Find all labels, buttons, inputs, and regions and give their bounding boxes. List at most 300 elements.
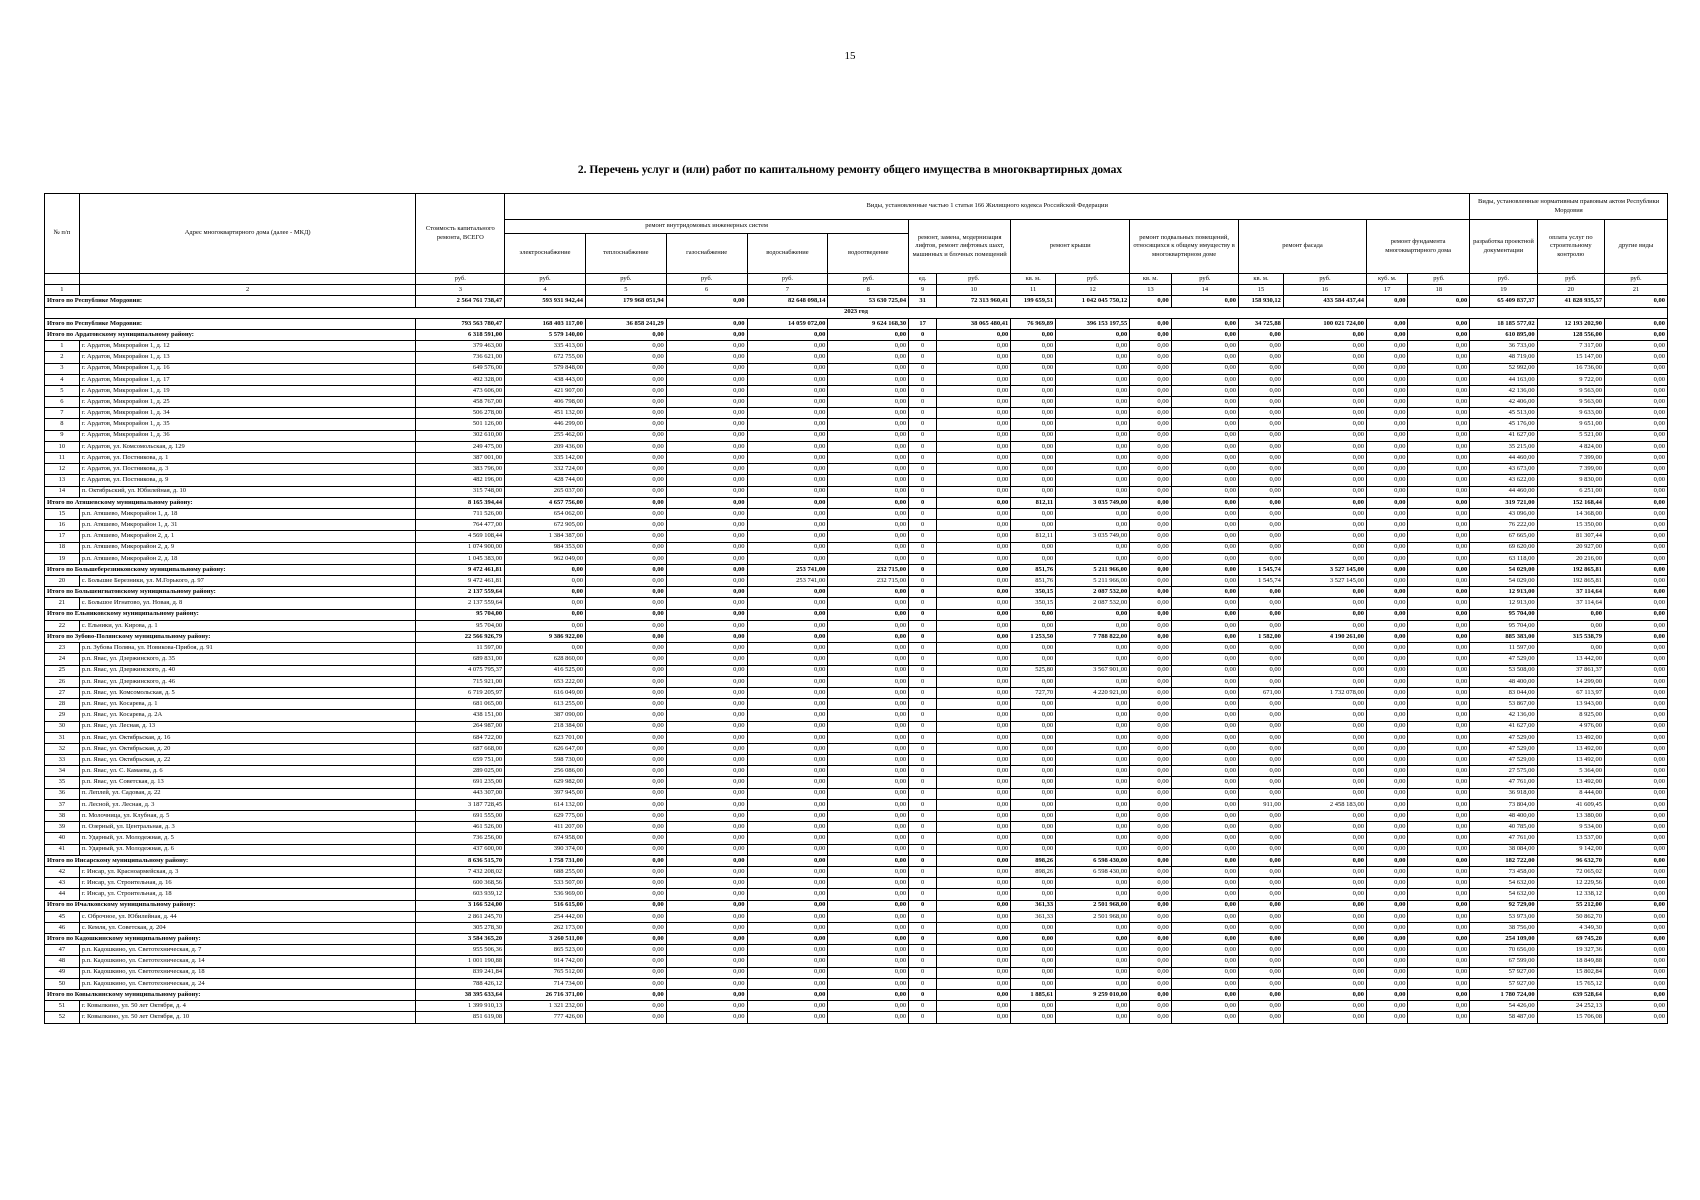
value-cell: 0,00 [1056, 978, 1130, 989]
value-cell: 9 563,00 [1537, 385, 1604, 396]
value-cell: 0,00 [585, 609, 666, 620]
value-cell: 0,00 [747, 598, 828, 609]
value-cell: 0,00 [1408, 620, 1470, 631]
value-cell: 0 [909, 430, 937, 441]
subtotal-row [45, 609, 1668, 620]
value-cell: 0,00 [1604, 889, 1667, 900]
value-cell: 0,00 [1366, 866, 1408, 877]
year-row [45, 307, 1668, 318]
value-cell: 0,00 [1408, 531, 1470, 542]
row-number: 2 [45, 352, 80, 363]
value-cell: 0,00 [1366, 732, 1408, 743]
value-cell: 83 044,00 [1470, 687, 1537, 698]
value-cell: 0,00 [585, 833, 666, 844]
value-cell: 0,00 [1130, 296, 1172, 307]
value-cell: 0,00 [1239, 329, 1284, 340]
value-cell: 0,00 [1283, 520, 1366, 531]
value-cell: 0,00 [1130, 363, 1172, 374]
row-number: 48 [45, 956, 80, 967]
value-cell: 0,00 [1408, 352, 1470, 363]
value-cell: 4 220 921,00 [1056, 687, 1130, 698]
value-cell: 0,00 [828, 542, 909, 553]
value-cell: 0,00 [1408, 475, 1470, 486]
value-cell: 0,00 [1130, 643, 1172, 654]
value-cell: 0,00 [1011, 508, 1056, 519]
value-cell: 0,00 [747, 352, 828, 363]
value-cell: 168 403 117,00 [505, 318, 586, 329]
value-cell: 53 630 725,04 [828, 296, 909, 307]
value-cell: 1 758 731,00 [505, 855, 586, 866]
table-row [45, 755, 1668, 766]
value-cell: 0,00 [828, 967, 909, 978]
address-cell: г. Инсар, ул. Строительная, д. 18 [79, 889, 416, 900]
value-cell: 0 [909, 329, 937, 340]
value-cell: 0,00 [1130, 900, 1172, 911]
row-number: 3 [45, 363, 80, 374]
value-cell: 0,00 [1408, 990, 1470, 1001]
value-cell: 1 384 387,00 [505, 531, 586, 542]
value-cell: 0,00 [1130, 508, 1172, 519]
value-cell: 0,00 [1283, 956, 1366, 967]
value-cell: 0,00 [1011, 363, 1056, 374]
value-cell: 0,00 [1604, 464, 1667, 475]
page-number: 15 [844, 50, 856, 62]
value-cell: 0,00 [1130, 743, 1172, 754]
value-cell: 0,00 [828, 900, 909, 911]
value-cell: 411 207,00 [505, 822, 586, 833]
value-cell: 0,00 [1056, 643, 1130, 654]
value-cell: 0,00 [1408, 296, 1470, 307]
table-row [45, 553, 1668, 564]
value-cell: 0,00 [1171, 576, 1238, 587]
value-cell: 5 364,00 [1537, 766, 1604, 777]
value-cell: 2 087 532,00 [1056, 587, 1130, 598]
value-cell: 0 [909, 441, 937, 452]
value-cell: 4 976,00 [1537, 721, 1604, 732]
table-row [45, 363, 1668, 374]
value-cell: 1 042 045 750,12 [1056, 296, 1130, 307]
value-cell: 0,00 [1366, 553, 1408, 564]
value-cell: 0,00 [1011, 1001, 1056, 1012]
value-cell: 38 084,00 [1470, 844, 1537, 855]
row-number: 9 [45, 430, 80, 441]
table-row [45, 721, 1668, 732]
value-cell: 736 621,00 [416, 352, 505, 363]
value-cell: 0,00 [1604, 833, 1667, 844]
value-cell: 0,00 [1011, 654, 1056, 665]
value-cell: 0,00 [1056, 732, 1130, 743]
value-cell: 0,00 [1408, 777, 1470, 788]
value-cell: 0,00 [1130, 755, 1172, 766]
value-cell: 0,00 [1171, 788, 1238, 799]
value-cell: 0,00 [1604, 766, 1667, 777]
value-cell: 0,00 [937, 811, 1011, 822]
value-cell: 58 487,00 [1470, 1012, 1537, 1023]
value-cell: 0,00 [666, 687, 747, 698]
value-cell: 0,00 [1408, 911, 1470, 922]
value-cell: 7 432 208,02 [416, 866, 505, 877]
value-cell: 672 905,00 [505, 520, 586, 531]
value-cell: 0,00 [1408, 497, 1470, 508]
value-cell: 659 751,00 [416, 755, 505, 766]
unit-label: руб. [1408, 274, 1470, 285]
value-cell: 0,00 [1239, 520, 1284, 531]
value-cell: 192 865,81 [1537, 564, 1604, 575]
value-cell: 0,00 [828, 464, 909, 475]
value-cell: 0,00 [1408, 564, 1470, 575]
value-cell: 421 907,00 [505, 385, 586, 396]
value-cell: 629 775,00 [505, 811, 586, 822]
unit-label: руб. [1171, 274, 1238, 285]
row-number: 31 [45, 732, 80, 743]
value-cell: 6 719 205,97 [416, 687, 505, 698]
value-cell: 0,00 [666, 520, 747, 531]
value-cell: 851,76 [1011, 576, 1056, 587]
value-cell: 0,00 [1239, 710, 1284, 721]
value-cell: 0,00 [1366, 743, 1408, 754]
value-cell: 0,00 [1604, 676, 1667, 687]
value-cell: 0,00 [828, 419, 909, 430]
table-row [45, 967, 1668, 978]
value-cell: 0,00 [747, 978, 828, 989]
value-cell: 0,00 [1171, 620, 1238, 631]
value-cell: 0,00 [666, 632, 747, 643]
value-cell: 0,00 [1283, 419, 1366, 430]
subtotal-row [45, 587, 1668, 598]
value-cell: 379 463,00 [416, 341, 505, 352]
value-cell: 0,00 [1171, 553, 1238, 564]
value-cell: 0,00 [1366, 687, 1408, 698]
value-cell: 0,00 [1130, 911, 1172, 922]
value-cell: 0 [909, 397, 937, 408]
value-cell: 13 492,00 [1537, 777, 1604, 788]
value-cell: 0,00 [666, 531, 747, 542]
value-cell: 0,00 [1283, 1001, 1366, 1012]
value-cell: 0,00 [1283, 508, 1366, 519]
value-cell: 387 001,00 [416, 453, 505, 464]
value-cell: 54 029,00 [1470, 564, 1537, 575]
value-cell: 0,00 [1366, 576, 1408, 587]
table-row [45, 844, 1668, 855]
value-cell: 0,00 [585, 385, 666, 396]
value-cell: 0,00 [1604, 598, 1667, 609]
value-cell: 0,00 [828, 453, 909, 464]
row-number: 50 [45, 978, 80, 989]
value-cell: 0,00 [747, 464, 828, 475]
value-cell: 0,00 [1239, 866, 1284, 877]
address-cell: п. Ударный, ул. Молодежная, д. 5 [79, 833, 416, 844]
value-cell: 8 925,00 [1537, 710, 1604, 721]
address-cell: г. Ардатов, Микрорайон 1, д. 35 [79, 419, 416, 430]
value-cell: 0,00 [1283, 732, 1366, 743]
value-cell: 0,00 [1011, 945, 1056, 956]
value-cell: 0 [909, 732, 937, 743]
value-cell: 0,00 [1011, 967, 1056, 978]
value-cell: 0,00 [1366, 329, 1408, 340]
value-cell: 0,00 [1011, 710, 1056, 721]
value-cell: 0,00 [1056, 710, 1130, 721]
value-cell: 714 734,00 [505, 978, 586, 989]
value-cell: 199 659,51 [1011, 296, 1056, 307]
value-cell: 0,00 [1239, 542, 1284, 553]
value-cell: 3 567 901,00 [1056, 665, 1130, 676]
table-row [45, 833, 1668, 844]
table-row [45, 732, 1668, 743]
value-cell: 128 556,00 [1537, 329, 1604, 340]
value-cell: 0,00 [1239, 755, 1284, 766]
unit-label: руб. [828, 274, 909, 285]
value-cell: 0 [909, 341, 937, 352]
value-cell: 0,00 [1366, 385, 1408, 396]
value-cell: 0 [909, 385, 937, 396]
value-cell: 885 383,00 [1470, 632, 1537, 643]
table-row [45, 956, 1668, 967]
table-row [45, 866, 1668, 877]
address-cell: п. Молочница, ул. Клубная, д. 5 [79, 811, 416, 822]
value-cell: 0 [909, 564, 937, 575]
value-cell: 0,00 [937, 453, 1011, 464]
value-cell: 0,00 [747, 441, 828, 452]
value-cell: 0,00 [1604, 844, 1667, 855]
value-cell: 0,00 [828, 945, 909, 956]
value-cell: 0,00 [1130, 922, 1172, 933]
value-cell: 0,00 [1283, 598, 1366, 609]
address-cell: с. Оброчное, ул. Юбилейная, д. 44 [79, 911, 416, 922]
value-cell: 0,00 [1604, 609, 1667, 620]
value-cell: 0,00 [747, 766, 828, 777]
value-cell: 0,00 [666, 922, 747, 933]
value-cell: 0,00 [1239, 766, 1284, 777]
value-cell: 0,00 [828, 643, 909, 654]
value-cell: 397 945,00 [505, 788, 586, 799]
value-cell: 0,00 [1011, 788, 1056, 799]
value-cell: 0,00 [1171, 1001, 1238, 1012]
total-label: Итого по Ельниковскому муниципальному району: [45, 609, 416, 620]
value-cell: 0,00 [1239, 497, 1284, 508]
value-cell: 0,00 [1130, 341, 1172, 352]
value-cell: 0,00 [1604, 486, 1667, 497]
value-cell: 2 087 532,00 [1056, 598, 1130, 609]
value-cell: 0,00 [1366, 408, 1408, 419]
value-cell: 0,00 [666, 956, 747, 967]
table-header [45, 194, 1668, 285]
value-cell: 0,00 [585, 508, 666, 519]
header-group-regional: Виды, установленные нормативным правовым актом Республики Мордовия [1470, 194, 1668, 220]
table-row [45, 922, 1668, 933]
value-cell: 0,00 [1283, 755, 1366, 766]
value-cell: 34 725,88 [1239, 318, 1284, 329]
value-cell: 482 196,00 [416, 475, 505, 486]
value-cell: 350,15 [1011, 587, 1056, 598]
value-cell: 0 [909, 990, 937, 1001]
value-cell: 18 849,88 [1537, 956, 1604, 967]
value-cell: 0,00 [937, 598, 1011, 609]
value-cell: 13 380,00 [1537, 811, 1604, 822]
value-cell: 0,00 [1604, 1012, 1667, 1023]
value-cell: 0,00 [1130, 497, 1172, 508]
value-cell: 5 211 966,00 [1056, 564, 1130, 575]
value-cell: 0,00 [1239, 811, 1284, 822]
value-cell: 0,00 [747, 934, 828, 945]
value-cell: 70 656,00 [1470, 945, 1537, 956]
address-cell: г. Инсар, ул. Строительная, д. 16 [79, 878, 416, 889]
value-cell: 0,00 [828, 743, 909, 754]
value-cell: 0,00 [1011, 732, 1056, 743]
value-cell: 0,00 [1056, 341, 1130, 352]
value-cell: 0,00 [1283, 978, 1366, 989]
value-cell: 0,00 [937, 497, 1011, 508]
table-row [45, 799, 1668, 810]
value-cell: 335 142,00 [505, 453, 586, 464]
row-number: 21 [45, 598, 80, 609]
row-number: 22 [45, 620, 80, 631]
address-cell: р.п. Явас, ул. Октябрьская, д. 16 [79, 732, 416, 743]
value-cell: 0,00 [1171, 855, 1238, 866]
subtotal-row [45, 632, 1668, 643]
value-cell: 0,00 [937, 676, 1011, 687]
value-cell: 5 579 140,00 [505, 329, 586, 340]
value-cell: 5 211 966,00 [1056, 576, 1130, 587]
value-cell: 0,00 [666, 732, 747, 743]
value-cell: 0,00 [1239, 341, 1284, 352]
value-cell: 0,00 [585, 464, 666, 475]
table-row [45, 654, 1668, 665]
value-cell: 65 409 837,37 [1470, 296, 1537, 307]
address-cell: г. Ардатов, ул. Комсомольская, д. 129 [79, 441, 416, 452]
value-cell: 0,00 [1011, 475, 1056, 486]
value-cell: 0,00 [1604, 788, 1667, 799]
value-cell: 0,00 [1366, 721, 1408, 732]
value-cell: 0,00 [1056, 508, 1130, 519]
value-cell: 72 065,02 [1537, 866, 1604, 877]
row-number: 30 [45, 721, 80, 732]
table-row [45, 620, 1668, 631]
value-cell: 0 [909, 497, 937, 508]
value-cell: 0,00 [1171, 453, 1238, 464]
value-cell: 0,00 [1011, 811, 1056, 822]
value-cell: 0 [909, 576, 937, 587]
value-cell: 332 724,00 [505, 464, 586, 475]
value-cell: 0,00 [1408, 755, 1470, 766]
value-cell: 15 147,00 [1537, 352, 1604, 363]
value-cell: 0,00 [1408, 732, 1470, 743]
value-cell: 54 632,00 [1470, 878, 1537, 889]
value-cell: 0,00 [828, 520, 909, 531]
row-number: 35 [45, 777, 80, 788]
value-cell: 0 [909, 374, 937, 385]
header-num: № п/п [45, 194, 80, 274]
value-cell: 0,00 [666, 564, 747, 575]
value-cell: 0,00 [747, 632, 828, 643]
value-cell: 0,00 [1366, 341, 1408, 352]
value-cell: 0,00 [1011, 699, 1056, 710]
value-cell: 0,00 [1604, 777, 1667, 788]
value-cell: 0,00 [937, 866, 1011, 877]
value-cell: 0,00 [1239, 475, 1284, 486]
column-number: 11 [1011, 285, 1056, 296]
value-cell: 0,00 [1011, 956, 1056, 967]
value-cell: 52 992,00 [1470, 363, 1537, 374]
value-cell: 0,00 [1239, 598, 1284, 609]
value-cell: 0,00 [1171, 643, 1238, 654]
value-cell: 0,00 [828, 665, 909, 676]
value-cell: 302 610,00 [416, 430, 505, 441]
value-cell: 0,00 [505, 620, 586, 631]
unit-label: куб. м. [1366, 274, 1408, 285]
total-label: Итого по Большеигнатовскому муниципальному району: [45, 587, 416, 598]
value-cell: 0,00 [1604, 687, 1667, 698]
value-cell: 0,00 [1604, 374, 1667, 385]
header-water: водоснабжение [747, 234, 828, 274]
value-cell: 598 730,00 [505, 755, 586, 766]
value-cell: 616 049,00 [505, 687, 586, 698]
address-cell: п. Лесной, ул. Лесная, д. 3 [79, 799, 416, 810]
value-cell: 42 406,00 [1470, 397, 1537, 408]
value-cell: 0,00 [828, 632, 909, 643]
row-number: 40 [45, 833, 80, 844]
value-cell: 41 627,00 [1470, 721, 1537, 732]
value-cell: 0,00 [1366, 352, 1408, 363]
value-cell: 0,00 [937, 822, 1011, 833]
value-cell: 516 615,00 [505, 900, 586, 911]
row-number: 13 [45, 475, 80, 486]
value-cell: 0,00 [1604, 743, 1667, 754]
address-cell: р.п. Атяшево, Микрорайон 2, д. 9 [79, 542, 416, 553]
value-cell: 0,00 [1056, 1012, 1130, 1023]
value-cell: 0,00 [1171, 374, 1238, 385]
value-cell: 0,00 [1283, 766, 1366, 777]
value-cell: 0,00 [1604, 632, 1667, 643]
value-cell: 6 598 430,00 [1056, 866, 1130, 877]
value-cell: 0,00 [666, 329, 747, 340]
value-cell: 0 [909, 956, 937, 967]
value-cell: 192 865,81 [1537, 576, 1604, 587]
row-number: 46 [45, 922, 80, 933]
value-cell: 0,00 [1130, 352, 1172, 363]
header-design: разработка проектной документации [1470, 220, 1537, 274]
value-cell: 0,00 [828, 609, 909, 620]
value-cell: 654 062,00 [505, 508, 586, 519]
value-cell: 0,00 [1366, 822, 1408, 833]
value-cell: 0,00 [666, 822, 747, 833]
value-cell: 209 436,00 [505, 441, 586, 452]
value-cell: 0,00 [1408, 363, 1470, 374]
value-cell: 0,00 [1239, 464, 1284, 475]
value-cell: 0,00 [1239, 531, 1284, 542]
total-label: Итого по Зубово-Полянскому муниципальному району: [45, 632, 416, 643]
table-body [45, 285, 1668, 1023]
value-cell: 0 [909, 486, 937, 497]
value-cell: 0,00 [747, 990, 828, 1001]
column-number: 15 [1239, 285, 1284, 296]
value-cell: 218 384,00 [505, 721, 586, 732]
value-cell: 0,00 [1011, 777, 1056, 788]
column-number: 10 [937, 285, 1011, 296]
value-cell: 0,00 [747, 676, 828, 687]
value-cell: 0,00 [1171, 956, 1238, 967]
value-cell: 0,00 [1366, 497, 1408, 508]
value-cell: 0,00 [1366, 441, 1408, 452]
row-number: 26 [45, 676, 80, 687]
value-cell: 0,00 [1171, 967, 1238, 978]
value-cell: 0,00 [1408, 878, 1470, 889]
value-cell: 0,00 [937, 520, 1011, 531]
value-cell: 0,00 [1130, 721, 1172, 732]
value-cell: 0,00 [1604, 911, 1667, 922]
value-cell: 0,00 [1283, 329, 1366, 340]
value-cell: 0,00 [828, 833, 909, 844]
value-cell: 610 895,00 [1470, 329, 1537, 340]
